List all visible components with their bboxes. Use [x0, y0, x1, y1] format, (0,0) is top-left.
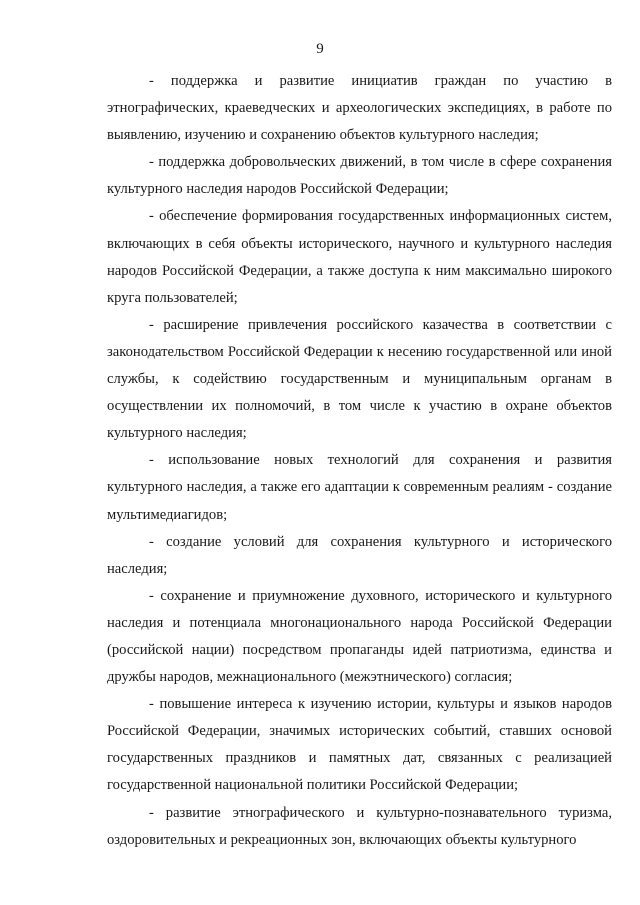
- paragraph-4: - расширение привлечения российского казачества в соответствии с законодательством Российской Федерации к несению государственной или иной службы, к содействию государственным и муниципальным органам в осуществлении их полномочий, в том числе к участию в охране объектов культурного наследия;: [107, 316, 612, 442]
- paragraph-9: - развитие этнографического и культурно-познавательного туризма, оздоровительных и рекреационных зон, включающих объекты культурного: [107, 804, 612, 848]
- page-number: 9: [316, 41, 324, 57]
- paragraph-1: - поддержка и развитие инициатив граждан по участию в этнографических, краеведческих и археологических экспедициях, в работе по выявлению, изучению и сохранению объектов культурного наследия;: [107, 73, 612, 144]
- paragraph-7: - сохранение и приумножение духовного, исторического и культурного наследия и потенциала многонационального народа Российской Федерации (российской нации) посредством пропаганды идей патриотизма, единства и дружбы народов, межнационального (межэтнического) согласия;: [107, 587, 612, 686]
- paragraph-2: - поддержка добровольческих движений, в том числе в сфере сохранения культурного наследия народов Российской Федерации;: [107, 154, 612, 198]
- paragraph-5: - использование новых технологий для сохранения и развития культурного наследия, а также его адаптации к современным реалиям - создание мультимедиагидов;: [107, 452, 612, 523]
- paragraph-3: - обеспечение формирования государственных информационных систем, включающих в себя объекты исторического, научного и культурного наследия народов Российской Федерации, а также доступа к ним максимально широкого круга пользователей;: [107, 208, 612, 306]
- document-body: [107, 68, 612, 854]
- paragraph-6: - создание условий для сохранения культурного и исторического наследия;: [107, 533, 612, 577]
- paragraph-8: - повышение интереса к изучению истории, культуры и языков народов Российской Федерации, значимых исторических событий, ставших основой государственных праздников и памятных дат, связанных с реализацией государственной национальной политики Российской Федерации;: [107, 696, 612, 794]
